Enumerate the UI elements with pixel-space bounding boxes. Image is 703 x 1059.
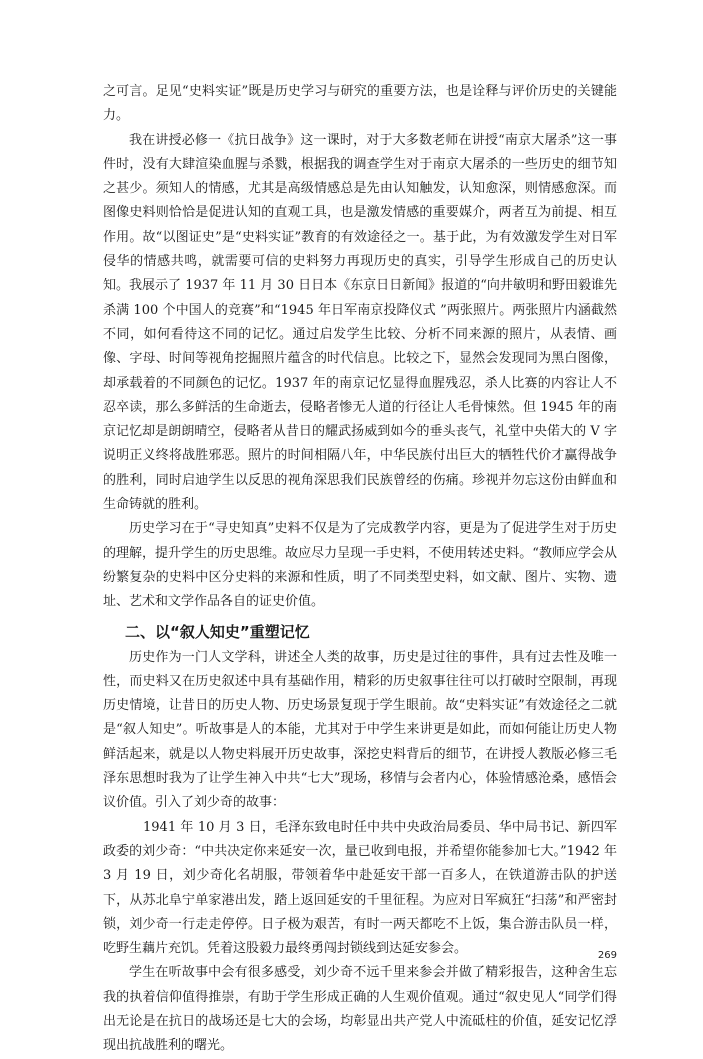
paragraph-student-reflection: 学生在听故事中会有很多感受，刘少奇不远千里来参会并做了精彩报告，这种舍生忘我的执着信仰值得推崇，有助于学生形成正确的人生观价值观。通过“叙史见人“同学们得出无论是在抗日的战场还是七大的会场，均彰显出共产党人中流砥柱的价值，延安记忆浮现出抗战胜利的曙光。	[103, 965, 617, 1054]
paragraph-nanjing-photos: 我在讲授必修一《抗日战争》这一课时，对于大多数老师在讲授“南京大屠杀”这一事件时，没有大肆渲染血腥与杀戮，根据我的调查学生对于南京大屠杀的一些历史的细节知之甚少。须知人的情感，尤其是高级情感总是先由认知触发，认知愈深，则情感愈深。而图像史料则恰恰是促进认知的直观工具，也是激发情感的重要媒介，两者互为前提、相互作用。故“以图证史”是“史料实证”教育的有效途径之一。基于此，为有效激发学生对日军侵华的情感共鸣，就需要可信的史料努力再现历史的真实，引导学生形成自己的历史认知。我展示了 1937 年 11 月 30 日日本《东京日日新闻》报道的“向井敏明和野田毅谁先杀满 100 个中国人的竞赛”和“1945 年日军南京投降仪式 ”两张照片。两张照片内涵截然不同，如何看待这不同的记忆。通过启发学生比较、分析不同来源的照片，从表情、画像、字母、时间等视角挖掘照片蕴含的时代信息。比较之下，显然会发现同为黑白图像，却承载着的不同颜色的记忆。1937 年的南京记忆显得血腥残忍，杀人比赛的内容让人不忍卒读，那么多鲜活的生命逝去，侵略者惨无人道的行径让人毛骨悚然。但 1945 年的南京记忆却是朗朗晴空，侵略者从昔日的耀武扬威到如今的垂头丧气，礼堂中央偌大的 V 字说明正义终将战胜邪恶。照片的时间相隔八年，中华民族付出巨大的牺牲代价才赢得战争的胜利，同时启迪学生以反思的视角深思我们民族曾经的伤痛。珍视并勿忘这份由鲜血和生命铸就的胜利。	[103, 132, 617, 513]
section-heading: 二、以“叙人知史”重塑记忆	[125, 622, 310, 641]
page-number: 269	[597, 950, 617, 961]
paragraph-liu-shaoqi-story: 1941 年 10 月 3 日，毛泽东致电时任中共中央政治局委员、华中局书记、新四军政委的刘少奇：“中共决定你来延安一次，量已收到电报，并希望你能参加七大。”1942 年 3 月 19 日，刘少奇化名胡服，带领着华中赴延安干部一百多人，在铁道游击队的护送下，从苏北阜宁单家港出发，踏上返回延安的千里征程。为应对日军疯狂“扫荡”和严密封锁，刘少奇一行走走停停。日子极为艰苦，有时一两天都吃不上饭，集合游击队员一样，吃野生藕片充饥。凭着这股毅力最终勇闯封锁线到达延安参会。	[103, 819, 617, 957]
paragraph-narrative-history: 历史作为一门人文学科，讲述全人类的故事，历史是过往的事件，具有过去性及唯一性，而史料又在历史叙述中具有基础作用，精彩的历史叙事往往可以打破时空限制，再现历史情境，让昔日的历史人物、历史场景复现于学生眼前。故“史料实证”有效途径之二就是“叙人知史”。听故事是人的本能，尤其对于中学生来讲更是如此，而如何能让历史人物鲜活起来，就是以人物史料展开历史故事，深挖史料背后的细节，在讲授人教版必修三毛泽东思想时我为了让学生神入中共“七大”现场，移情与会者内心，体验情感沧桑，感悟会议价值。引入了刘少奇的故事：	[103, 649, 617, 811]
paragraph-primary-sources: 历史学习在于“寻史知真”史料不仅是为了完成教学内容，更是为了促进学生对于历史的理解，提升学生的历史思维。故应尽力呈现一手史料，不使用转述史料。“教师应学会从纷繁复杂的史料中区分史料的来源和性质，明了不同类型史料，如文献、图片、实物、遗址、艺术和文学作品各自的证史价值。	[103, 521, 617, 610]
paragraph-continuation: 之可言。足见“史料实证”既是历史学习与研究的重要方法，也是诠释与评价历史的关键能力。	[103, 84, 617, 124]
